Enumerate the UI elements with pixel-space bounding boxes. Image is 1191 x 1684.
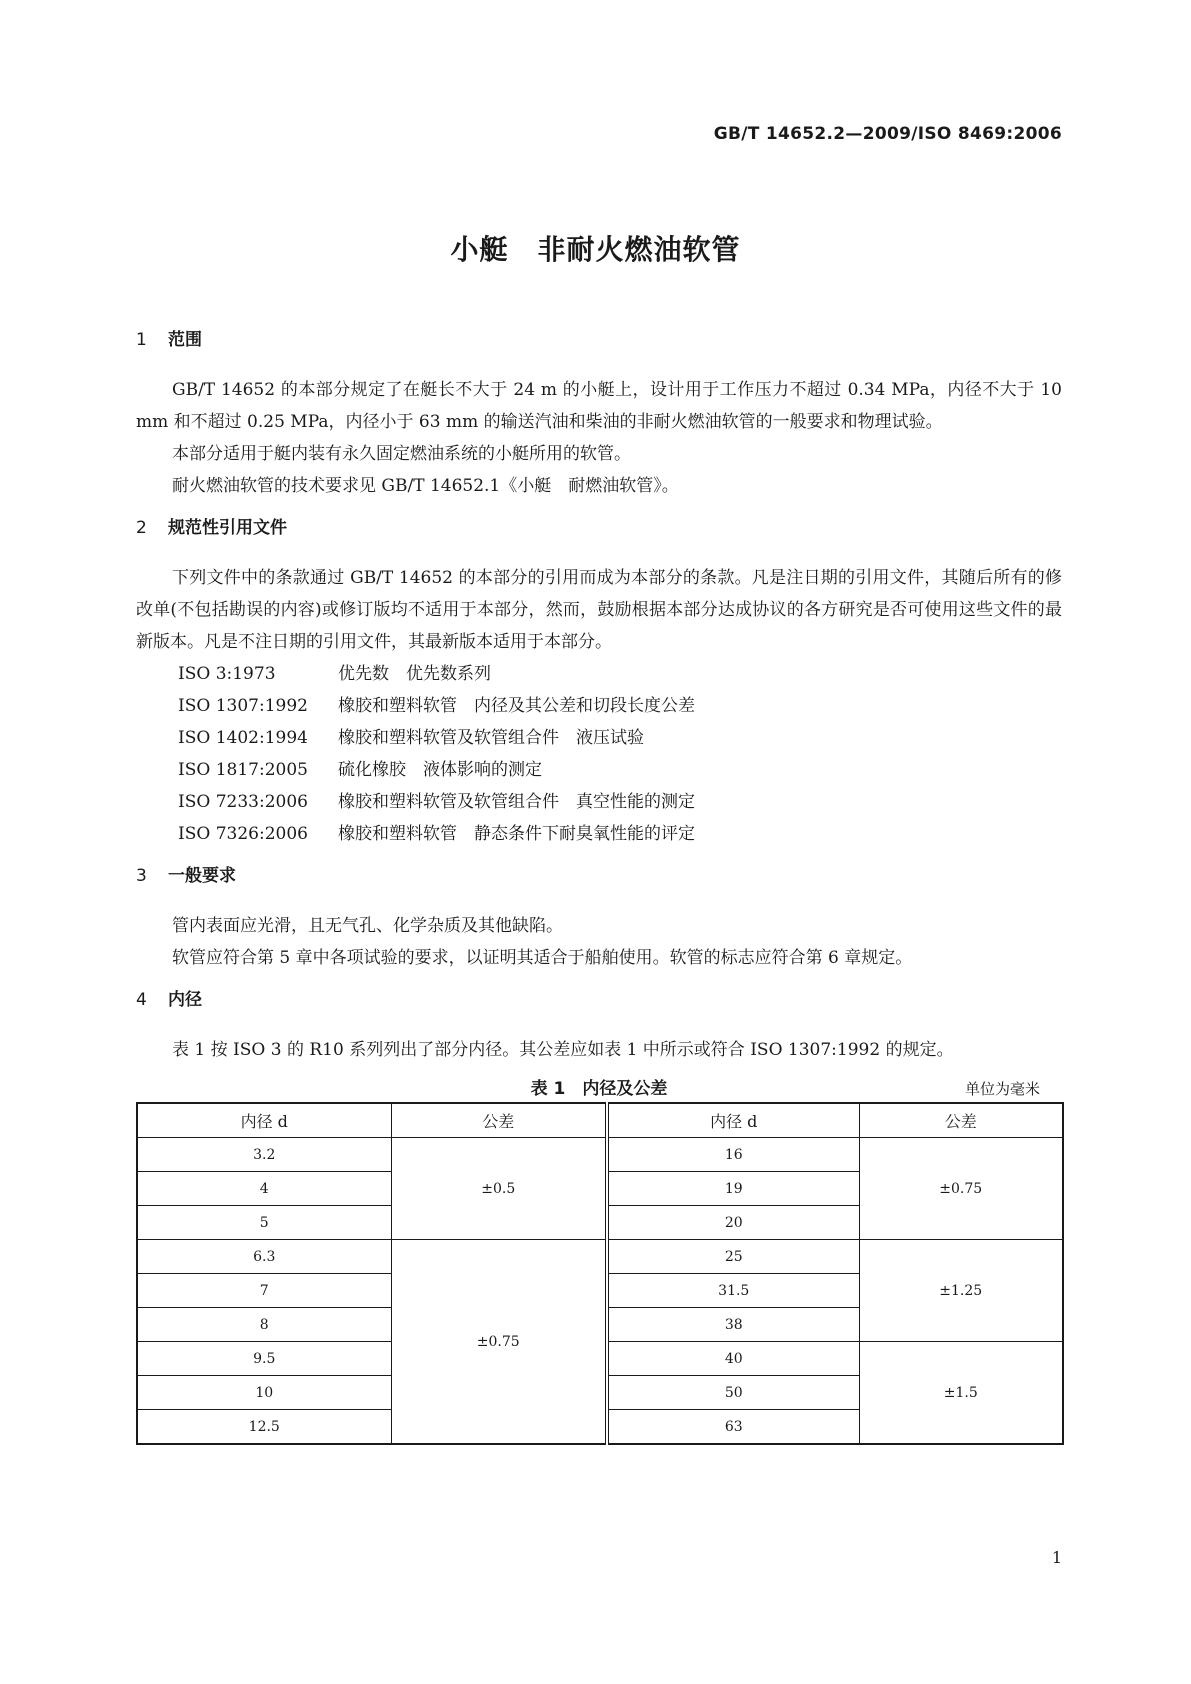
table-header-area [136, 1070, 1062, 1102]
reference-code: ISO 1307:1992 [178, 696, 308, 716]
diameter-cell: 7 [137, 1274, 391, 1308]
normative-refs-intro: 下列文件中的条款通过 GB/T 14652 的本部分的引用而成为本部分的条款。凡是注日期的引用文件，其随后所有的修改单(不包括勘误的内容)或修订版均不适用于本部分，然而，鼓励根据本部分达成协议的各方研究是否可使用这些文件的最新版本。凡是不注日期的引用文件，其最新版本适用于本部分。 [136, 568, 1062, 652]
section-heading-general [136, 862, 1062, 890]
tolerance-cell: ±0.75 [859, 1138, 1063, 1240]
diameter-cell: 10 [137, 1376, 391, 1410]
reference-item [136, 754, 1062, 786]
column-header: 内径 d [607, 1103, 859, 1138]
general-paragraph: 软管应符合第 5 章中各项试验的要求，以证明其适合于船舶使用。软管的标志应符合第 6 章规定。 [172, 948, 913, 968]
diameter-cell: 40 [607, 1342, 859, 1376]
section-heading-normative-refs [136, 514, 1062, 542]
reference-list [136, 658, 1062, 850]
diameter-cell: 5 [137, 1206, 391, 1240]
section-number: 4 [136, 990, 147, 1010]
diameter-cell: 38 [607, 1308, 859, 1342]
diameter-cell: 8 [137, 1308, 391, 1342]
reference-code: ISO 1817:2005 [178, 760, 308, 780]
tolerance-cell: ±0.5 [391, 1138, 607, 1240]
diameter-cell: 9.5 [137, 1342, 391, 1376]
diameter-cell: 12.5 [137, 1410, 391, 1445]
standard-code: GB/T 14652.2—2009/ISO 8469:2006 [713, 124, 1062, 144]
section-number: 1 [136, 330, 147, 350]
reference-item [136, 690, 1062, 722]
document-body [136, 326, 1062, 1445]
column-header: 公差 [859, 1103, 1063, 1138]
scope-paragraph: 耐火燃油软管的技术要求见 GB/T 14652.1《小艇 耐燃油软管》。 [172, 476, 679, 496]
reference-title: 橡胶和塑料软管及软管组合件 真空性能的测定 [338, 792, 695, 812]
reference-item [136, 722, 1062, 754]
table-caption: 表 1 内径及公差 [530, 1079, 668, 1099]
reference-item [136, 818, 1062, 850]
diameter-cell: 63 [607, 1410, 859, 1445]
section-title: 范围 [168, 330, 202, 350]
page-number: 1 [1051, 1548, 1062, 1567]
reference-code: ISO 7326:2006 [178, 824, 308, 844]
table-unit: 单位为毫米 [964, 1080, 1040, 1098]
column-header: 内径 d [137, 1103, 391, 1138]
table-header-row [137, 1103, 1063, 1138]
diameter-cell: 25 [607, 1240, 859, 1274]
diameter-cell: 6.3 [137, 1240, 391, 1274]
diameter-cell: 4 [137, 1172, 391, 1206]
reference-title: 橡胶和塑料软管及软管组合件 液压试验 [338, 728, 644, 748]
section-number: 3 [136, 866, 147, 886]
inner-diameter-paragraph: 表 1 按 ISO 3 的 R10 系列列出了部分内径。其公差应如表 1 中所示或符合 ISO 1307:1992 的规定。 [172, 1040, 954, 1060]
tolerance-cell: ±1.25 [859, 1240, 1063, 1342]
diameter-cell: 31.5 [607, 1274, 859, 1308]
table-row [137, 1138, 1063, 1172]
general-paragraph: 管内表面应光滑，且无气孔、化学杂质及其他缺陷。 [172, 916, 563, 936]
reference-code: ISO 3:1973 [178, 664, 276, 684]
section-heading-scope [136, 326, 1062, 354]
scope-paragraph: GB/T 14652 的本部分规定了在艇长不大于 24 m 的小艇上，设计用于工作压力不超过 0.34 MPa，内径不大于 10 mm 和不超过 0.25 MPa，内径小于 63 mm 的输送汽油和柴油的非耐火燃油软管的一般要求和物理试验。 [136, 380, 1062, 432]
reference-code: ISO 7233:2006 [178, 792, 308, 812]
reference-title: 硫化橡胶 液体影响的测定 [338, 760, 542, 780]
reference-title: 橡胶和塑料软管 内径及其公差和切段长度公差 [338, 696, 695, 716]
table-row [137, 1240, 1063, 1274]
diameter-cell: 20 [607, 1206, 859, 1240]
section-title: 规范性引用文件 [168, 518, 287, 538]
section-number: 2 [136, 518, 147, 538]
reference-title: 优先数 优先数系列 [338, 664, 491, 684]
document-title: 小艇 非耐火燃油软管 [450, 233, 741, 266]
section-title: 内径 [168, 990, 202, 1010]
tolerance-cell: ±1.5 [859, 1342, 1063, 1445]
section-heading-inner-diameter [136, 986, 1062, 1014]
reference-title: 橡胶和塑料软管 静态条件下耐臭氧性能的评定 [338, 824, 695, 844]
diameter-cell: 50 [607, 1376, 859, 1410]
section-title: 一般要求 [168, 866, 236, 886]
column-header: 公差 [391, 1103, 607, 1138]
tolerance-table [136, 1102, 1064, 1445]
scope-paragraph: 本部分适用于艇内装有永久固定燃油系统的小艇所用的软管。 [172, 444, 631, 464]
diameter-cell: 19 [607, 1172, 859, 1206]
reference-code: ISO 1402:1994 [178, 728, 308, 748]
tolerance-cell: ±0.75 [391, 1240, 607, 1445]
diameter-cell: 3.2 [137, 1138, 391, 1172]
reference-item [136, 658, 1062, 690]
diameter-cell: 16 [607, 1138, 859, 1172]
reference-item [136, 786, 1062, 818]
